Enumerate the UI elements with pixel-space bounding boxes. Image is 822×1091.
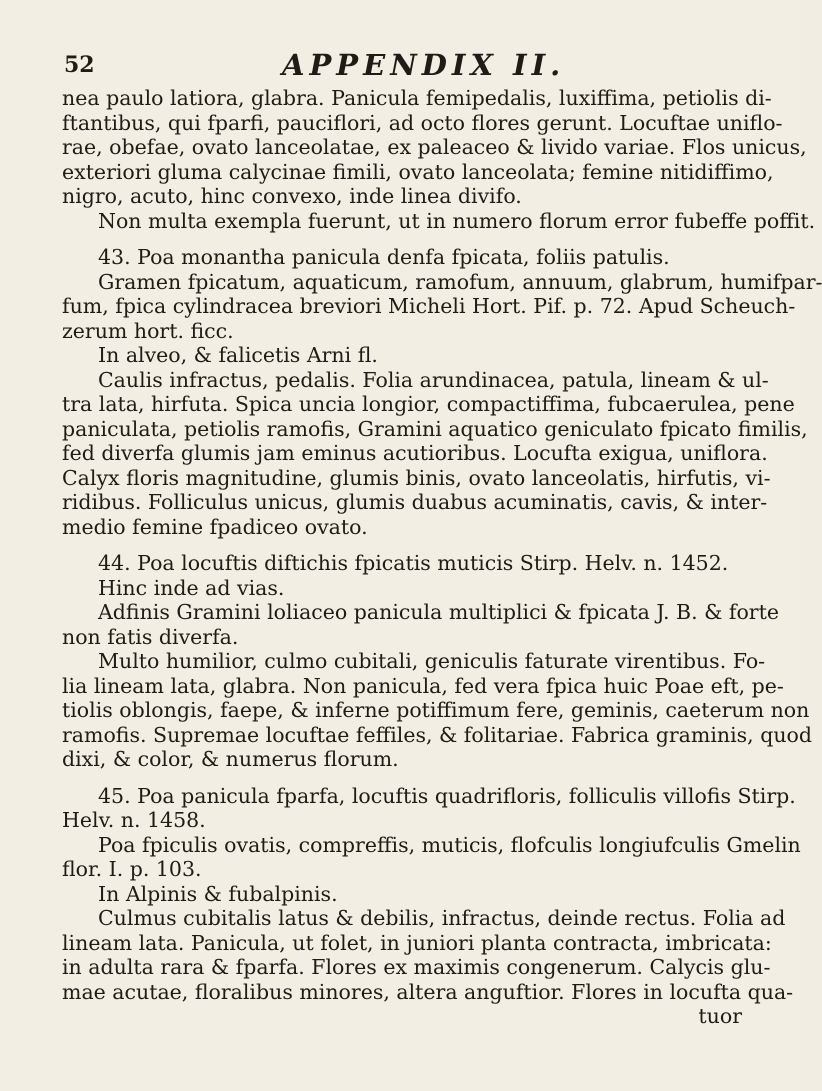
text-line: tuor <box>698 1004 742 1028</box>
text-line: 45. Poa panicula fparfa, locuftis quadrifloris, folliculis villofis Stirp. <box>98 783 796 808</box>
text-line: 43. Poa monantha panicula denfa fpicata, foliis patulis. <box>98 245 670 269</box>
text-line: ftantibus, qui fparfi, pauciflori, ad octo flores gerunt. Locuftae uniflo- <box>62 110 783 135</box>
text-line: tra lata, hirfuta. Spica uncia longior, compactiffima, fubcaerulea, pene <box>62 392 795 416</box>
text-line: exteriori gluma calycinae fimili, ovato lanceolata; femine nitidiffimo, <box>62 159 774 184</box>
text-line: flor. I. p. 103. <box>62 857 202 881</box>
running-title: APPENDIX II. <box>282 48 566 82</box>
text-line: non fatis diverfa. <box>62 624 239 649</box>
text-line: 44. Poa locuftis diftichis fpicatis muticis Stirp. Helv. n. 1452. <box>98 551 729 575</box>
text-line: in adulta rara & fparfa. Flores ex maximis congenerum. Calycis glu- <box>62 955 771 979</box>
text-line: Helv. n. 1458. <box>62 808 206 832</box>
text-line: Calyx floris magnitudine, glumis binis, ovato lanceolatis, hirfutis, vi- <box>62 465 771 490</box>
text-line: rae, obefae, ovato lanceolatae, ex paleaceo & livido variae. Flos unicus, <box>62 135 807 159</box>
text-line: lineam lata. Panicula, ut folet, in juniori planta contracta, imbricata: <box>62 930 772 955</box>
text-line: In alveo, & falicetis Arni fl. <box>98 343 378 367</box>
text-line: dixi, & color, & numerus florum. <box>62 747 399 771</box>
text-line: Multo humilior, culmo cubitali, geniculis faturate virentibus. Fo- <box>98 649 766 673</box>
text-line: Adfinis Gramini loliaceo panicula multiplici & fpicata J. B. & forte <box>98 600 779 624</box>
text-line: paniculata, petiolis ramofis, Gramini aquatico geniculato fpicato fimilis, <box>62 416 808 441</box>
text-line: Non multa exempla fuerunt, ut in numero florum error fubeffe poffit. <box>98 208 816 233</box>
text-line: Gramen fpicatum, aquaticum, ramofum, annuum, glabrum, humifpar- <box>98 269 822 294</box>
text-line: lia lineam lata, glabra. Non panicula, fed vera fpica huic Poae eft, pe- <box>62 673 784 698</box>
text-line: nea paulo latiora, glabra. Panicula femipedalis, luxiffima, petiolis di- <box>62 86 772 110</box>
text-line: zerum hort. ficc. <box>62 318 234 343</box>
text-line: medio femine fpadiceo ovato. <box>62 514 368 539</box>
text-line: ridibus. Folliculus unicus, glumis duabus acuminatis, cavis, & inter- <box>62 490 768 514</box>
paragraph-gap <box>62 772 742 784</box>
text-line: In Alpinis & fubalpinis. <box>98 881 338 906</box>
page-header <box>62 48 738 82</box>
page-number: 52 <box>64 52 95 78</box>
text-line: nigro, acuto, hinc convexo, inde linea divifo. <box>62 184 522 208</box>
text-line: Caulis infractus, pedalis. Folia arundinacea, patula, lineam & ul- <box>98 367 769 392</box>
paragraph-gap <box>62 539 742 551</box>
text-line: tiolis oblongis, faepe, & inferne potiffimum fere, geminis, caeterum non <box>62 698 810 722</box>
text-line: mae acutae, floralibus minores, altera anguftior. Flores in locufta qua- <box>62 979 794 1004</box>
text-line: ramofis. Supremae locuftae feffiles, & folitariae. Fabrica graminis, quod <box>62 722 813 747</box>
text-line: fed diverfa glumis jam eminus acutioribus. Locufta exigua, uniflora. <box>62 441 768 465</box>
text-line: Poa fpiculis ovatis, compreffis, muticis, flofculis longiufculis Gmelin <box>98 832 801 857</box>
text-line: fum, fpica cylindracea breviori Micheli Hort. Pif. p. 72. Apud Scheuch- <box>62 294 796 318</box>
paragraph-gap <box>62 233 742 245</box>
page-body <box>62 86 822 1029</box>
text-line: Hinc inde ad vias. <box>98 575 285 600</box>
text-line: Culmus cubitalis latus & debilis, infractus, deinde rectus. Folia ad <box>98 906 786 930</box>
